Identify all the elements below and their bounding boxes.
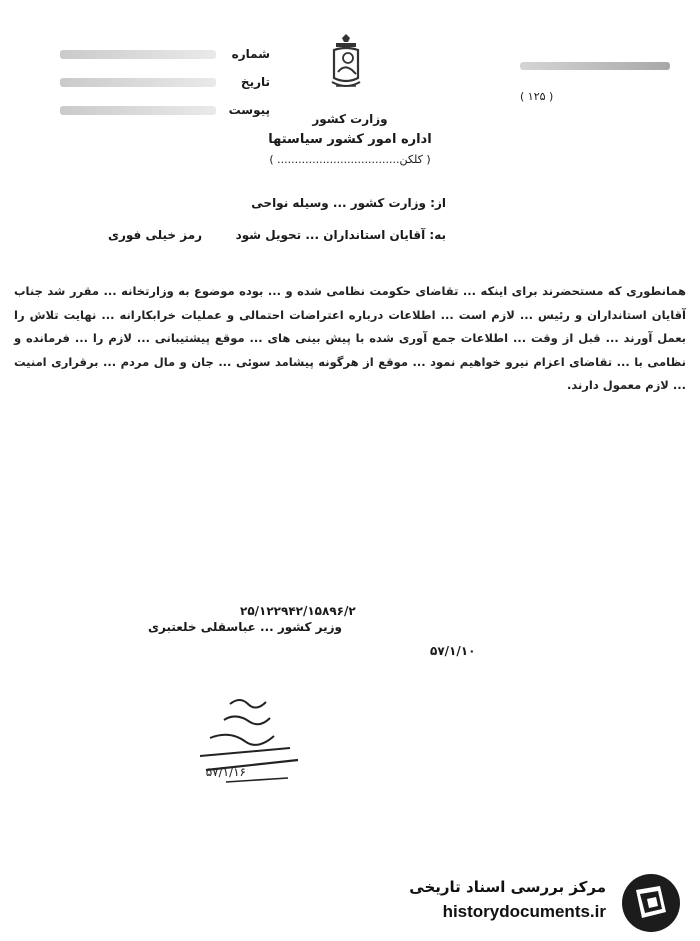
ministry-name: وزارت کشور: [312, 112, 388, 126]
meta-number-row: [60, 40, 270, 68]
meta-date-row: [60, 68, 270, 96]
meta-attachment-label: پیوست: [228, 103, 270, 117]
meta-date-label: تاریخ: [240, 75, 270, 89]
from-line: از: وزارت کشور ... وسیله نواحی: [251, 196, 446, 210]
classification: ( کلکن................................... ): [269, 153, 431, 166]
meta-attachment-value: [60, 106, 216, 115]
watermark-url: historydocuments.ir: [442, 902, 606, 921]
top-right-scribble: [520, 62, 670, 70]
lion-and-sun-emblem-icon: [322, 34, 370, 98]
ministry-block: [220, 112, 480, 166]
letter-date: ۵۷/۱/۱۰: [430, 644, 476, 658]
to-line: به: آقایان استانداران ... تحویل شود: [235, 228, 446, 242]
watermark-title: مرکز بررسی اسناد تاریخی: [409, 878, 606, 896]
reference-number: ( ۱۲۵ ): [520, 90, 554, 103]
watermark: [404, 870, 690, 934]
ministry-department: اداره امور کشور سیاستها: [268, 132, 432, 147]
priority-label: رمز خیلی فوری: [108, 228, 203, 242]
handwritten-date: ۵۷/۱/۱۶: [205, 765, 246, 779]
letter-number: ۲۵/۱۲۲۹۴۲/۱۵۸۹۶/۲: [240, 604, 356, 618]
top-right-block: [520, 62, 670, 103]
archive-logo-icon: [620, 872, 682, 934]
meta-date-value: [60, 78, 216, 87]
signatory-line: وزیر کشور ... عباسقلی خلعتبری: [148, 620, 343, 634]
meta-number-value: [60, 50, 216, 59]
meta-number-label: شماره: [231, 47, 270, 61]
letter-body: همانطوری که مستحضرند برای اینکه ... تقاضای حکومت نظامی شده و ... بوده موضوع به وزارتخانه ... مقرر شد جناب آقایان استانداران و رئیس ... لازم است ... اطلاعات درباره اعتراضات احتمالی و عملیات خرابکارانه ... نهایت تلاش را بعمل آورند ... قبل از وقت ... اطلاعات جمع آوری شده با پیش بینی های ... موقع پیشتیبانی ... لازم را ... فرمانده و نظامی با ... تقاضای اعزام نیرو خواهیم نمود ... موقع از هرگونه پیشامد سوئی ... جان و مال مردم ... برقراری امنیت ... لازم معمول دارند.: [14, 284, 686, 392]
handwritten-annotation-icon: [170, 690, 320, 800]
